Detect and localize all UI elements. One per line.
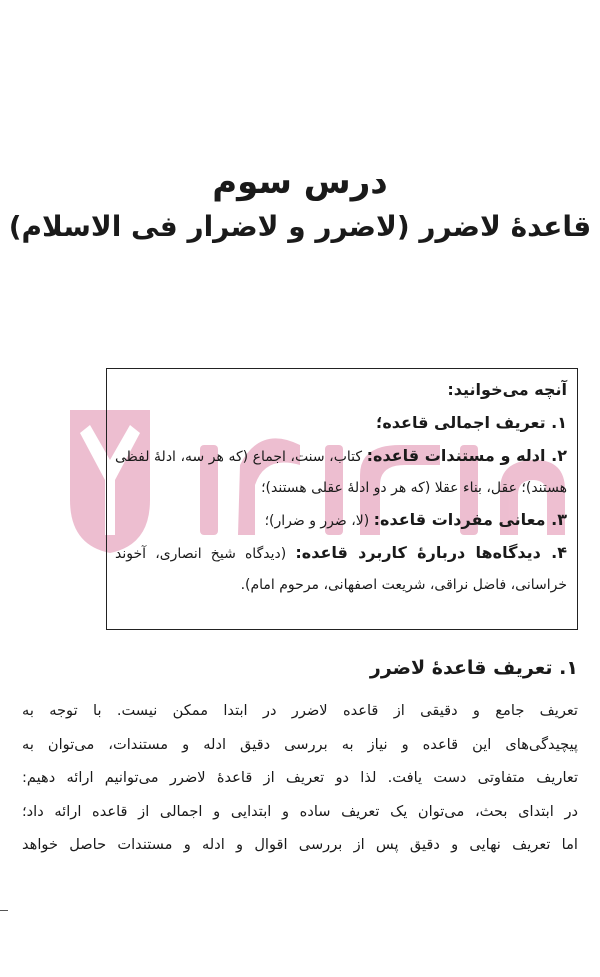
page-edge-mark (0, 910, 8, 911)
summary-item-label: ۲. ادله و مستندات قاعده: (366, 446, 568, 465)
body-paragraph (22, 694, 578, 862)
summary-item-label: ۳. معانی مفردات قاعده: (373, 510, 567, 529)
body-line: تعریف جامع و دقیقی از قاعده لاضرر در ابتدا ممکن نیست. با توجه به (22, 702, 578, 719)
lesson-title: درس سوم (212, 162, 388, 202)
body-line: اما تعریف نهایی و دقیق پس از بررسی اقوال و ادله و مستندات حاصل خواهد (22, 836, 578, 853)
summary-item-label: ۱. تعریف اجمالی قاعده؛ (375, 413, 567, 432)
summary-item (115, 537, 567, 601)
summary-item-text: کتاب، سنت، اجماع (که هر سه، ادلهٔ لفظی هستند)؛ عقل، بناء عقلا (که هر دو ادلهٔ عقلی هستند)؛ (115, 449, 567, 496)
summary-item-label: ۴. دیدگاه‌ها دربارهٔ کاربرد قاعده: (295, 543, 568, 562)
summary-item-text: (دیدگاه شیخ انصاری، آخوند خراسانی، فاضل نراقی، شریعت اصفهانی، مرحوم امام). (115, 546, 567, 593)
summary-item (115, 504, 567, 537)
summary-item-text: (لا، ضرر و ضرار)؛ (264, 513, 370, 529)
body-line: در ابتدای بحث، می‌توان یک تعریف ساده و ابتدایی و اجمالی از قاعده ارائه داد؛ (22, 802, 578, 820)
summary-item (115, 440, 567, 504)
lesson-subtitle: قاعدهٔ لاضرر (لاضرر و لاضرار فی الاسلام) (8, 210, 592, 243)
body-line: تعاریف متفاوتی دست یافت. لذا دو تعریف از قاعدهٔ لاضرر می‌توانیم ارائه دهیم: (22, 769, 578, 786)
summary-box (106, 368, 578, 630)
summary-item (115, 407, 567, 440)
section-title: ۱. تعریف قاعدهٔ لاضرر (369, 657, 578, 679)
body-line: پیچیدگی‌های این قاعده و نیاز به بررسی دقیق ادله و مستندات، می‌توان به (22, 735, 578, 753)
summary-heading: آنچه می‌خوانید: (447, 380, 567, 399)
